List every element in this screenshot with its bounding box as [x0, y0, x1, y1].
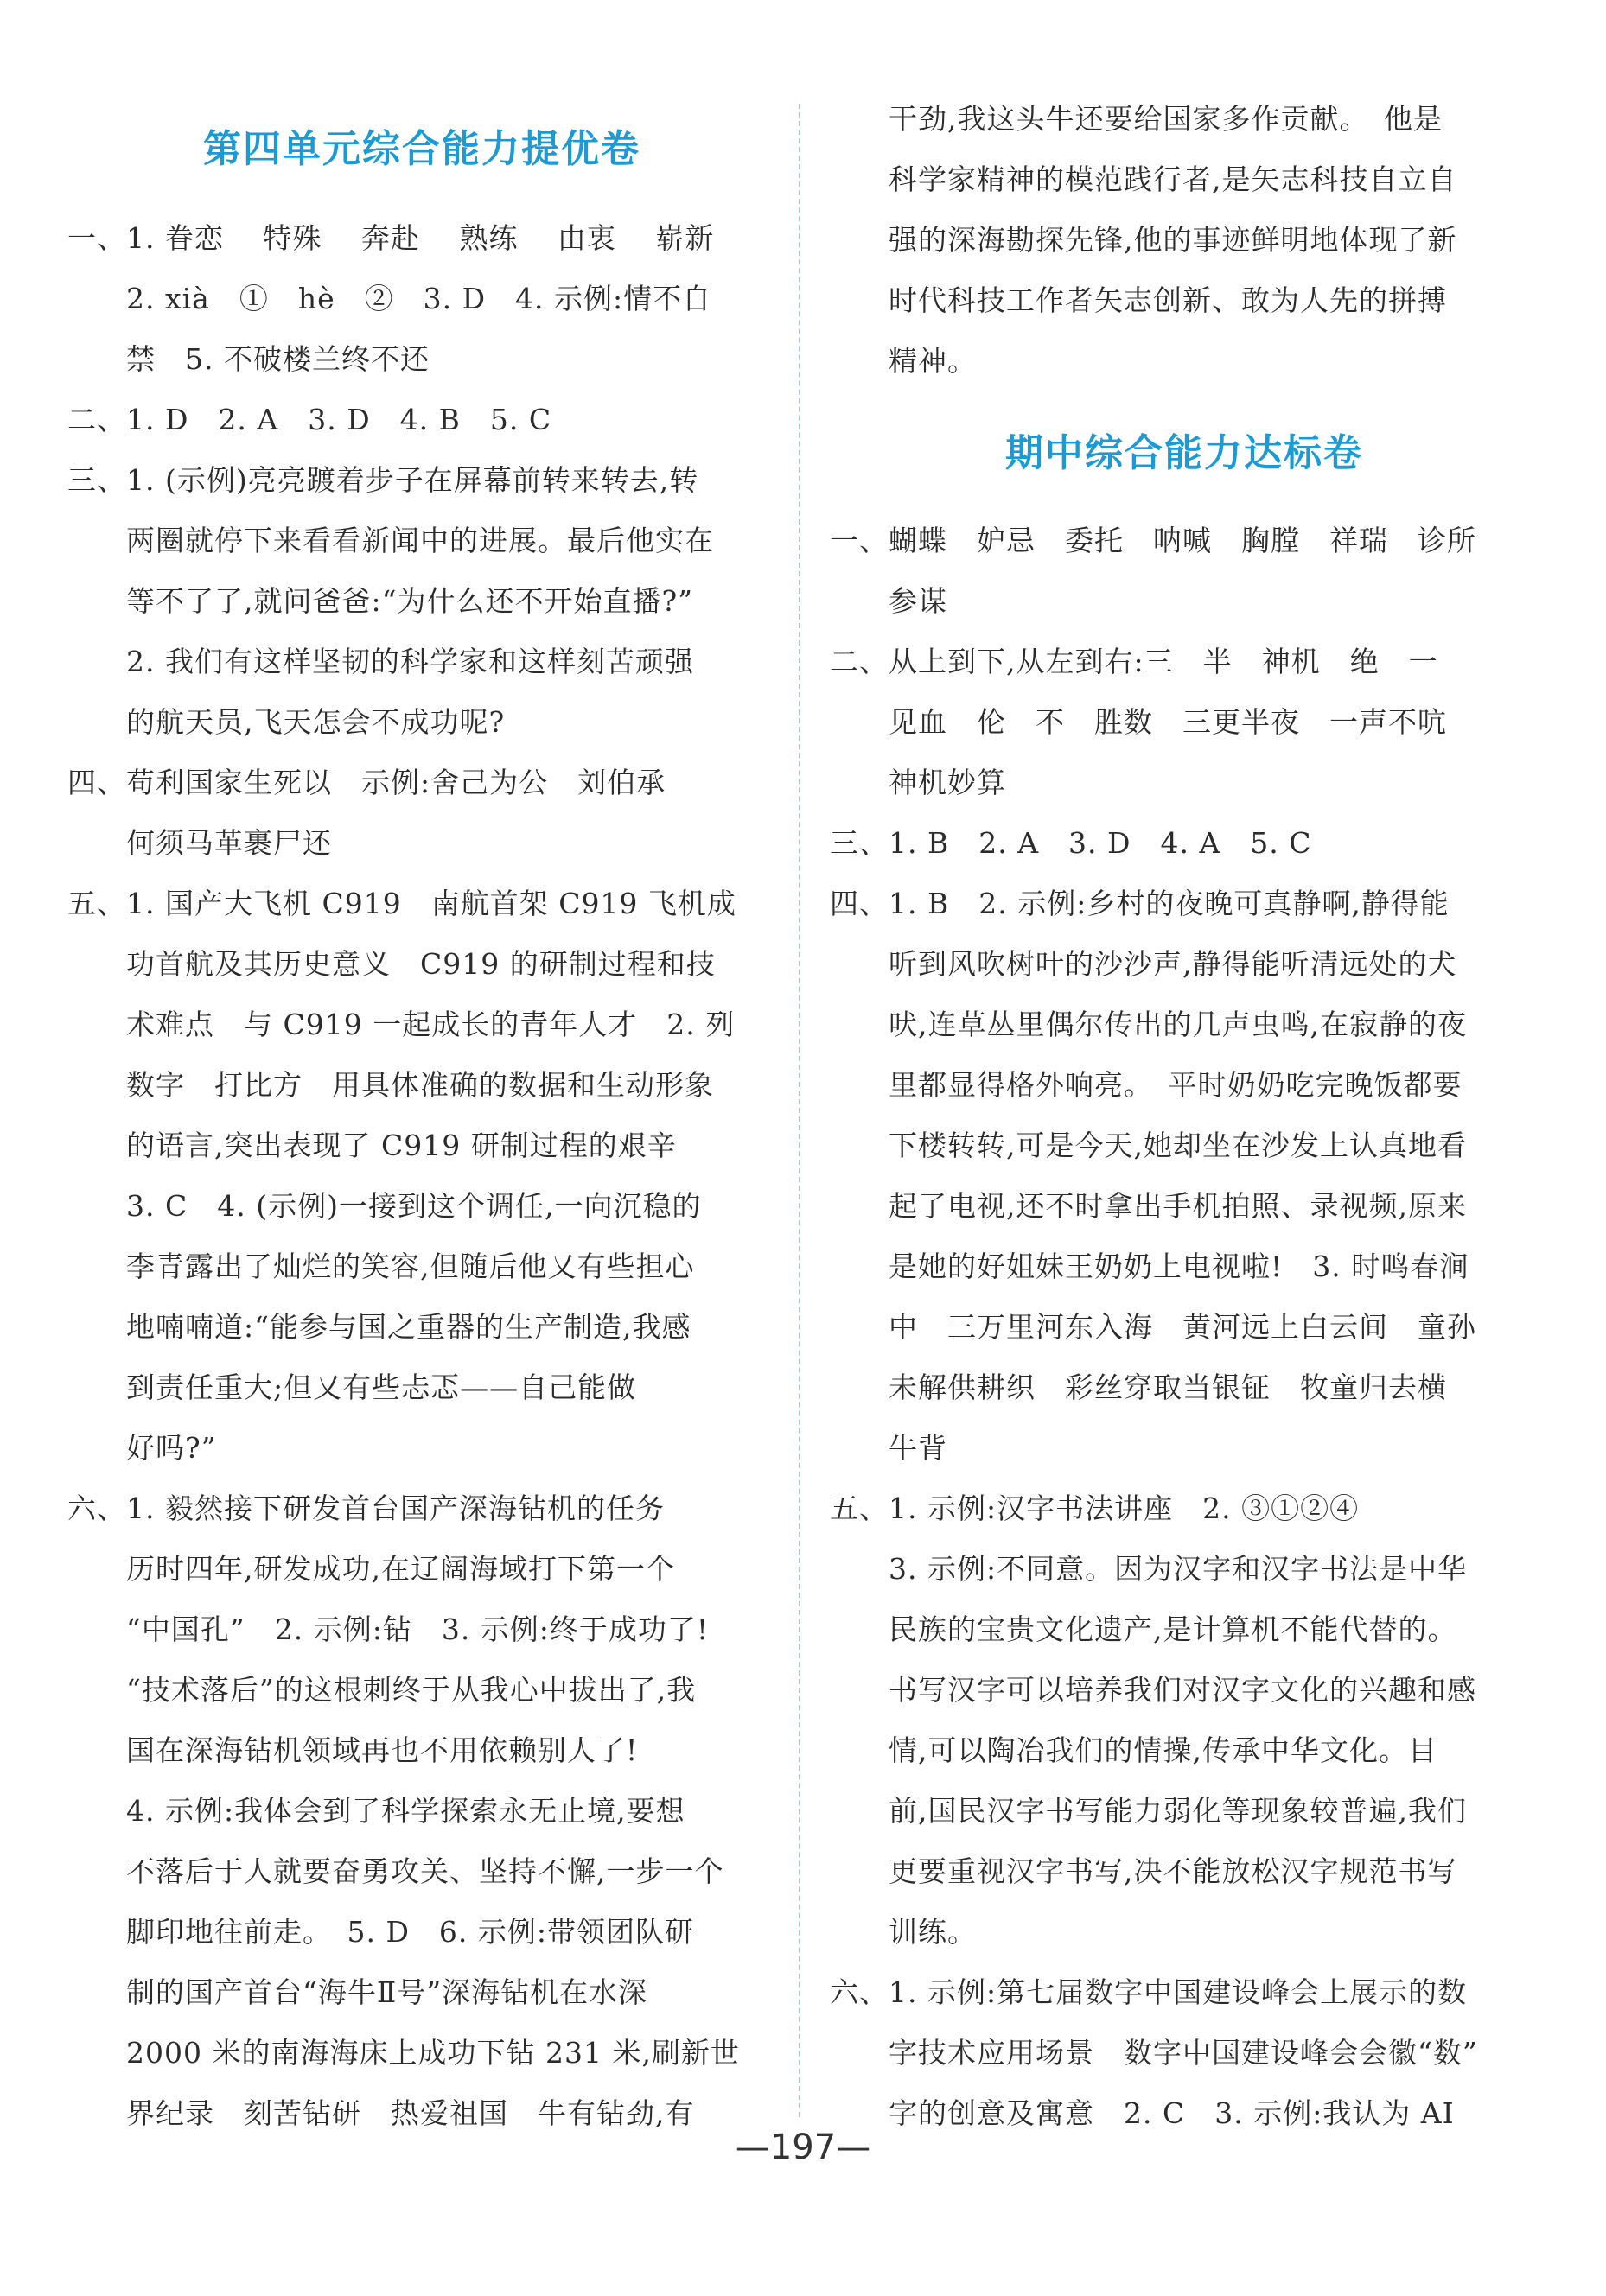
answer-line: “技术落后”的这根刺终于从我心中拔出了,我 [126, 1673, 697, 1707]
answer-line: 一、1. 眷恋 特殊 奔赴 熟练 由衷 崭新 [67, 221, 715, 255]
answer-line: 二、从上到下,从左到右:三 半 神机 绝 一 [830, 645, 1438, 678]
answer-line: 脚印地往前走。 5. D 6. 示例:带领团队研 [126, 1915, 695, 1949]
answer-line: 精神。 [889, 344, 977, 378]
answer-line: 2. xià ① hè ② 3. D 4. 示例:情不自 [126, 282, 712, 315]
answer-line: 时代科技工作者矢志创新、敢为人先的拼搏 [889, 283, 1447, 317]
answer-line: 的航天员,飞天怎会不成功呢? [126, 705, 506, 739]
answer-line: 强的深海勘探先锋,他的事迹鲜明地体现了新 [889, 223, 1457, 257]
answer-line: 禁 5. 不破楼兰终不还 [126, 342, 430, 376]
answer-line: 3. 示例:不同意。因为汉字和汉字书法是中华 [889, 1552, 1468, 1586]
answer-line: 四、1. B 2. 示例:乡村的夜晚可真静啊,静得能 [830, 887, 1450, 920]
answer-line: 情,可以陶冶我们的情操,传承中华文化。目 [889, 1733, 1437, 1767]
answer-line: 何须马革裹尸还 [126, 826, 332, 860]
answer-line: 六、1. 毅然接下研发首台国产深海钻机的任务 [67, 1491, 665, 1525]
answer-line: 好吗?” [126, 1431, 217, 1465]
answer-line: 字技术应用场景 数字中国建设峰会会徽“数” [889, 2036, 1478, 2070]
answer-line: 三、1. (示例)亮亮踱着步子在屏幕前转来转去,转 [67, 463, 699, 497]
answer-line: “中国孔” 2. 示例:钻 3. 示例:终于成功了! [126, 1612, 710, 1646]
answer-line: 训练。 [889, 1915, 977, 1949]
answer-line: 两圈就停下来看看新闻中的进展。最后他实在 [126, 524, 714, 557]
answer-line: 地喃喃道:“能参与国之重器的生产制造,我感 [126, 1310, 691, 1344]
answer-line: 二、1. D 2. A 3. D 4. B 5. C [67, 403, 552, 436]
answer-line: 李青露出了灿烂的笑容,但随后他又有些担心 [126, 1250, 695, 1283]
answer-line: 更要重视汉字书写,决不能放松汉字规范书写 [889, 1854, 1457, 1888]
answer-line: 3. C 4. (示例)一接到这个调任,一向沉稳的 [126, 1189, 702, 1223]
column-divider [799, 104, 800, 2117]
answer-line: 2. 我们有这样坚韧的科学家和这样刻苦顽强 [126, 645, 694, 678]
answer-line: 是她的好姐妹王奶奶上电视啦! 3. 时鸣春涧 [889, 1250, 1469, 1283]
answer-line: 下楼转转,可是今天,她却坐在沙发上认真地看 [889, 1129, 1467, 1162]
answer-line: 神机妙算 [889, 766, 1006, 799]
answer-line: 2000 米的南海海床上成功下钻 231 米,刷新世 [126, 2036, 740, 2070]
answer-line: 4. 示例:我体会到了科学探索永无止境,要想 [126, 1794, 685, 1828]
answer-line: 数字 打比方 用具体准确的数据和生动形象 [126, 1068, 714, 1102]
right-section-title: 期中综合能力达标卷 [1005, 431, 1363, 475]
answer-line: 四、苟利国家生死以 示例:舍己为公 刘伯承 [67, 766, 666, 799]
page-number: —197— [735, 2127, 871, 2167]
answer-line: 字的创意及寓意 2. C 3. 示例:我认为 AI [889, 2096, 1455, 2130]
answer-line: 未解供耕织 彩丝穿取当银钲 牧童归去横 [889, 1371, 1447, 1404]
left-section-title: 第四单元综合能力提优卷 [203, 127, 640, 171]
answer-line: 国在深海钻机领域再也不用依赖别人了! [126, 1733, 639, 1767]
answer-line: 干劲,我这头牛还要给国家多作贡献。 他是 [889, 102, 1443, 136]
answer-line: 到责任重大;但又有些忐忑——自己能做 [126, 1371, 637, 1404]
answer-line: 参谋 [889, 584, 947, 618]
answer-line: 不落后于人就要奋勇攻关、坚持不懈,一步一个 [126, 1854, 724, 1888]
answer-line: 六、1. 示例:第七届数字中国建设峰会上展示的数 [830, 1975, 1468, 2009]
answer-line: 民族的宝贵文化遗产,是计算机不能代替的。 [889, 1612, 1457, 1646]
answer-line: 制的国产首台“海牛Ⅱ号”深海钻机在水深 [126, 1975, 648, 2009]
answer-line: 功首航及其历史意义 C919 的研制过程和技 [126, 947, 716, 981]
answer-line: 五、1. 国产大飞机 C919 南航首架 C919 飞机成 [67, 887, 736, 920]
answer-line: 吠,连草丛里偶尔传出的几声虫鸣,在寂静的夜 [889, 1008, 1467, 1041]
answer-line: 起了电视,还不时拿出手机拍照、录视频,原来 [889, 1189, 1467, 1223]
answer-line: 术难点 与 C919 一起成长的青年人才 2. 列 [126, 1008, 736, 1041]
answer-line: 等不了了,就问爸爸:“为什么还不开始直播?” [126, 584, 694, 618]
answer-line: 里都显得格外响亮。 平时奶奶吃完晚饭都要 [889, 1068, 1463, 1102]
answer-line: 历时四年,研发成功,在辽阔海域打下第一个 [126, 1552, 675, 1586]
answer-line: 一、蝴蝶 妒忌 委托 呐喊 胸膛 祥瑞 诊所 [830, 524, 1476, 557]
answer-line: 听到风吹树叶的沙沙声,静得能听清远处的犬 [889, 947, 1457, 981]
answer-line: 界纪录 刻苦钻研 热爱祖国 牛有钻劲,有 [126, 2096, 695, 2130]
answer-line: 前,国民汉字书写能力弱化等现象较普遍,我们 [889, 1794, 1467, 1828]
answer-line: 中 三万里河东入海 黄河远上白云间 童孙 [889, 1310, 1476, 1344]
answer-line: 科学家精神的模范践行者,是矢志科技自立自 [889, 162, 1457, 196]
answer-line: 的语言,突出表现了 C919 研制过程的艰辛 [126, 1129, 677, 1162]
answer-line: 见血 伦 不 胜数 三更半夜 一声不吭 [889, 705, 1447, 739]
answer-line: 牛背 [889, 1431, 947, 1465]
answer-line: 书写汉字可以培养我们对汉字文化的兴趣和感 [889, 1673, 1476, 1707]
answer-line: 五、1. 示例:汉字书法讲座 2. ③①②④ [830, 1491, 1360, 1525]
answer-line: 三、1. B 2. A 3. D 4. A 5. C [830, 826, 1312, 860]
